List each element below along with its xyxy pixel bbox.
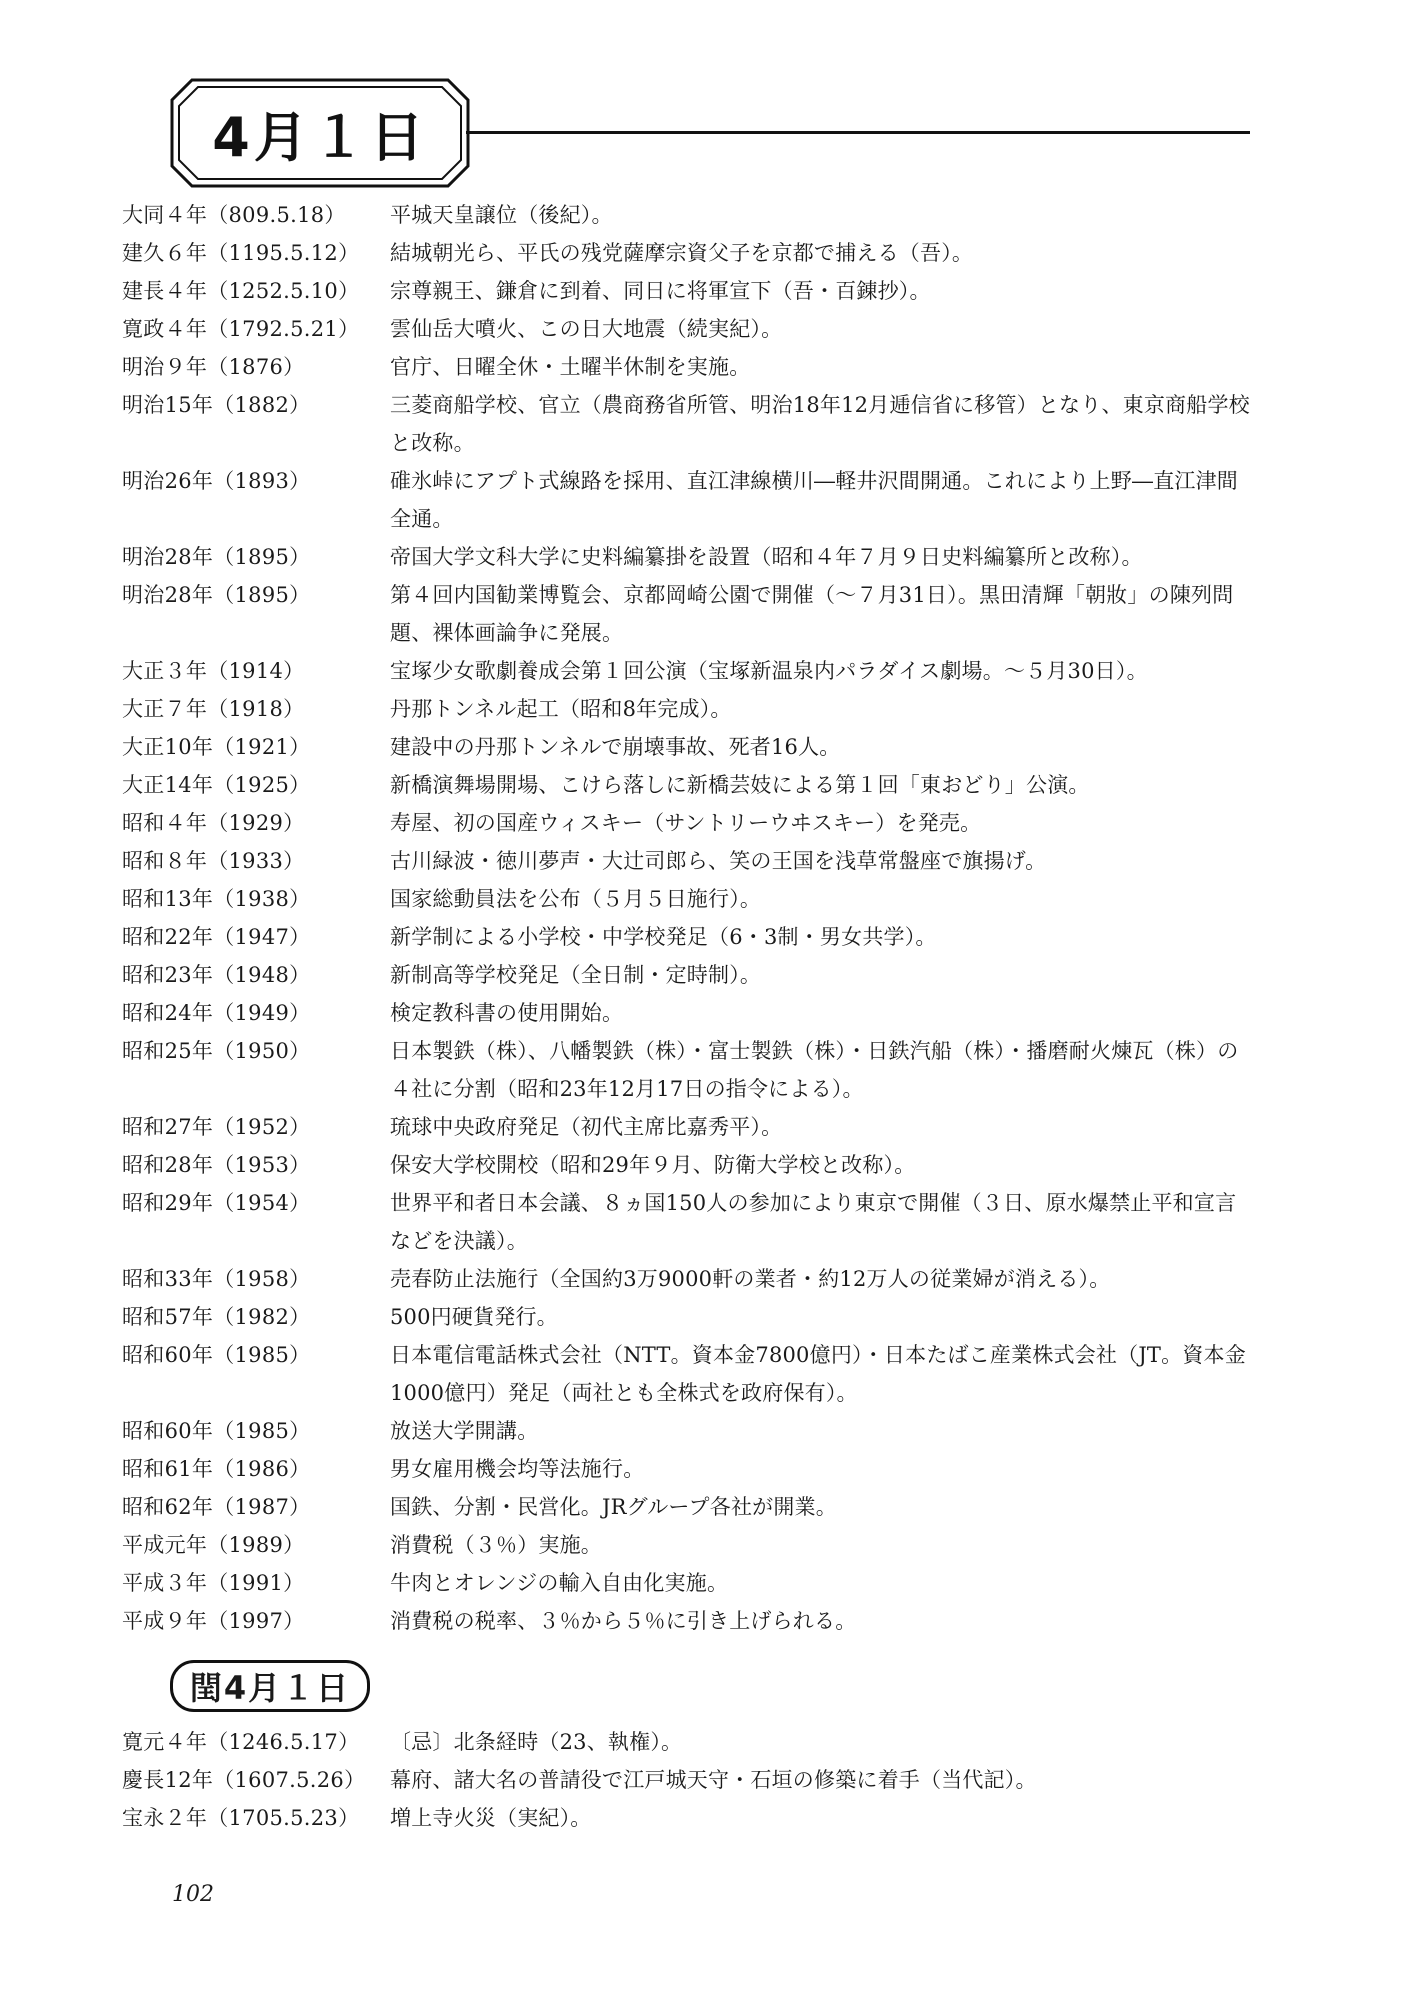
entry-date: 昭和60年（1985） [122,1343,311,1367]
entry-text: 消費税（３％）実施。 [390,1533,602,1557]
entry-date: 平成９年（1997） [122,1609,305,1633]
list-item [122,1336,1252,1412]
entry-text: 保安大学校開校（昭和29年９月、防衛大学校と改称）。 [390,1153,916,1177]
entry-list [122,196,1252,1640]
entry-text: 売春防止法施行（全国約3万9000軒の業者・約12万人の従業婦が消える）。 [390,1267,1111,1291]
entry-date: 平成３年（1991） [122,1571,305,1595]
list-item [122,576,1252,652]
entry-date: 寛政４年（1792.5.21） [122,317,360,341]
entry-text: 国家総動員法を公布（５月５日施行）。 [390,887,762,911]
entry-text: 宝塚少女歌劇養成会第１回公演（宝塚新温泉内パラダイス劇場。～５月30日）。 [390,659,1148,683]
entry-text: 建設中の丹那トンネルで崩壊事故、死者16人。 [390,735,841,759]
list-item [122,1032,1252,1108]
list-item [122,994,1252,1032]
entry-text: 放送大学開講。 [390,1419,539,1443]
entry-text: 宗尊親王、鎌倉に到着、同日に将軍宣下（吾・百錬抄）。 [390,279,931,303]
entry-date: 明治15年（1882） [122,393,311,417]
entry-date: 明治28年（1895） [122,583,311,607]
entry-date: 大同４年（809.5.18） [122,203,346,227]
list-item [122,1146,1252,1184]
entry-text: 男女雇用機会均等法施行。 [390,1457,645,1481]
list-item [122,1260,1252,1298]
entry-text: 雲仙岳大噴火、この日大地震（続実紀）。 [390,317,783,341]
entry-text: 碓氷峠にアプト式線路を採用、直江津線横川―軽井沢間開通。これにより上野―直江津間全通。 [390,469,1238,531]
entry-text: 古川緑波・徳川夢声・大辻司郎ら、笑の王国を浅草常盤座で旗揚げ。 [390,849,1047,873]
list-item [122,462,1252,538]
entry-text: 牛肉とオレンジの輸入自由化実施。 [390,1571,729,1595]
entry-date: 昭和57年（1982） [122,1305,311,1329]
entry-text: 日本製鉄（株）、八幡製鉄（株）・富士製鉄（株）・日鉄汽船（株）・播磨耐火煉瓦（株）の４社に分割（昭和23年12月17日の指令による）。 [390,1039,1239,1101]
list-item [122,1488,1252,1526]
list-item [122,1723,1252,1761]
entry-date: 昭和27年（1952） [122,1115,311,1139]
entry-date: 昭和24年（1949） [122,1001,311,1025]
entry-date: 平成元年（1989） [122,1533,305,1557]
list-item [122,234,1252,272]
list-item [122,804,1252,842]
entry-text: 日本電信電話株式会社（NTT。資本金7800億円）・日本たばこ産業株式会社（JT。資本金1000億円）発足（両社とも全株式を政府保有）。 [390,1343,1246,1405]
entry-date: 大正10年（1921） [122,735,311,759]
entry-date: 昭和22年（1947） [122,925,311,949]
entry-date: 建長４年（1252.5.10） [122,279,360,303]
entry-date: 昭和61年（1986） [122,1457,311,1481]
entry-date: 建久６年（1195.5.12） [122,241,360,265]
entry-date: 大正14年（1925） [122,773,311,797]
list-item [122,310,1252,348]
entry-text: 国鉄、分割・民営化。JRグループ各社が開業。 [390,1495,837,1519]
list-item [122,1108,1252,1146]
entry-date: 昭和60年（1985） [122,1419,311,1443]
entry-text: 幕府、諸大名の普請役で江戸城天守・石垣の修築に着手（当代記）。 [390,1768,1037,1792]
entry-date: 昭和13年（1938） [122,887,311,911]
entry-text: 官庁、日曜全休・土曜半休制を実施。 [390,355,751,379]
list-item [122,690,1252,728]
entry-text: 第４回内国勧業博覧会、京都岡崎公園で開催（～７月31日）。黒田清輝「朝妝」の陳列問題、裸体画論争に発展。 [390,583,1234,645]
list-item [122,880,1252,918]
page-title: 4月１日 [212,105,428,169]
entry-date: 昭和23年（1948） [122,963,311,987]
entry-text: 500円硬貨発行。 [390,1305,558,1329]
entry-text: 寿屋、初の国産ウィスキー（サントリーウヰスキー）を発売。 [390,811,982,835]
entry-text: 琉球中央政府発足（初代主席比嘉秀平）。 [390,1115,783,1139]
entry-date: 宝永２年（1705.5.23） [122,1806,360,1830]
entry-date: 昭和33年（1958） [122,1267,311,1291]
list-item [122,386,1252,462]
list-item [122,348,1252,386]
entry-text: 新橋演舞場開場、こけら落しに新橋芸妓による第１回「東おどり」公演。 [390,773,1090,797]
list-item [122,538,1252,576]
entry-text: 消費税の税率、３％から５％に引き上げられる。 [390,1609,857,1633]
list-item [122,196,1252,234]
entry-date: 昭和25年（1950） [122,1039,311,1063]
entry-date: 寛元４年（1246.5.17） [122,1730,360,1754]
entry-date: 明治26年（1893） [122,469,311,493]
entry-date: 大正３年（1914） [122,659,305,683]
list-item [122,1564,1252,1602]
entry-text: 世界平和者日本会議、８ヵ国150人の参加により東京で開催（３日、原水爆禁止平和宣言などを決議）。 [390,1191,1237,1253]
list-item [122,652,1252,690]
entry-date: 明治９年（1876） [122,355,305,379]
list-item [122,1761,1252,1799]
date-header [170,78,1250,188]
list-item [122,1602,1252,1640]
entry-date: 昭和28年（1953） [122,1153,311,1177]
entry-text: 〔忌〕北条経時（23、執権）。 [390,1730,683,1754]
list-item [122,272,1252,310]
entry-text: 三菱商船学校、官立（農商務省所管、明治18年12月逓信省に移管）となり、東京商船学校と改称。 [390,393,1250,455]
list-item [122,918,1252,956]
entry-date: 慶長12年（1607.5.26） [122,1768,366,1792]
entry-date: 昭和８年（1933） [122,849,305,873]
entry-text: 平城天皇譲位（後紀）。 [390,203,613,227]
entry-date: 昭和29年（1954） [122,1191,311,1215]
entry-text: 結城朝光ら、平氏の残党薩摩宗資父子を京都で捕える（吾）。 [390,241,974,265]
header-rule [466,131,1250,134]
list-item [122,1799,1252,1837]
list-item [122,1184,1252,1260]
entry-text: 丹那トンネル起工（昭和8年完成）。 [390,697,732,721]
entry-date: 昭和62年（1987） [122,1495,311,1519]
entry-text: 帝国大学文科大学に史料編纂掛を設置（昭和４年７月９日史料編纂所と改称）。 [390,545,1143,569]
entry-text: 新学制による小学校・中学校発足（6・3制・男女共学）。 [390,925,937,949]
list-item [122,956,1252,994]
list-item [122,1526,1252,1564]
list-item [122,728,1252,766]
list-item [122,1412,1252,1450]
entry-text: 検定教科書の使用開始。 [390,1001,624,1025]
list-item [122,842,1252,880]
page-number: 102 [172,1882,214,1907]
entry-text: 増上寺火災（実紀）。 [390,1806,592,1830]
list-item [122,766,1252,804]
leap-day-title: 閏4月１日 [170,1660,370,1712]
entry-date: 昭和４年（1929） [122,811,305,835]
leap-entry-list [122,1723,1252,1837]
entry-text: 新制高等学校発足（全日制・定時制）。 [390,963,762,987]
list-item [122,1450,1252,1488]
entry-date: 大正７年（1918） [122,697,305,721]
entry-date: 明治28年（1895） [122,545,311,569]
list-item [122,1298,1252,1336]
